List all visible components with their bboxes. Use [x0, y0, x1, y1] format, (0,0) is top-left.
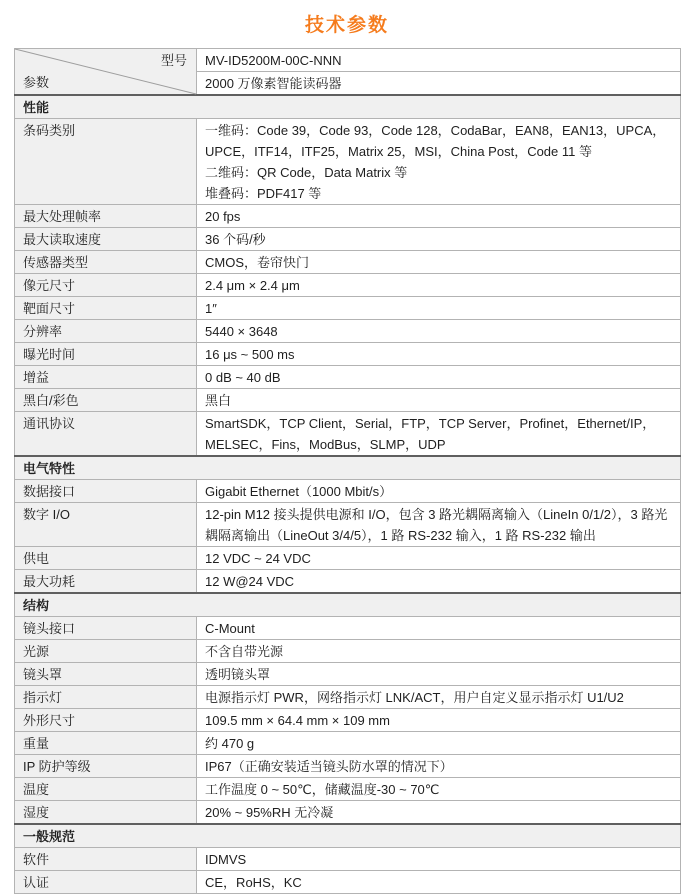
corner-model-label: 型号	[160, 53, 187, 68]
section-header-row	[15, 95, 681, 119]
spec-label: 温度	[15, 778, 197, 801]
section-header-row	[15, 824, 681, 848]
spec-value: 12 VDC ~ 24 VDC	[197, 547, 681, 570]
spec-row	[15, 119, 681, 205]
spec-row	[15, 547, 681, 570]
spec-row	[15, 480, 681, 503]
spec-label: 最大处理帧率	[15, 205, 197, 228]
spec-row	[15, 297, 681, 320]
spec-label: 数字 I/O	[15, 503, 197, 547]
spec-label: 软件	[15, 848, 197, 871]
spec-label: 增益	[15, 366, 197, 389]
spec-row	[15, 778, 681, 801]
param-value: 2000 万像素智能读码器	[197, 72, 681, 96]
spec-row	[15, 274, 681, 297]
spec-row	[15, 503, 681, 547]
spec-label: 靶面尺寸	[15, 297, 197, 320]
datasheet-page	[0, 10, 694, 890]
spec-value-line: 二维码：QR Code，Data Matrix 等	[205, 164, 408, 180]
spec-value: 16 μs ~ 500 ms	[197, 343, 681, 366]
spec-value: 20% ~ 95%RH 无冷凝	[197, 801, 681, 825]
corner-cell	[15, 49, 197, 96]
section-title: 电气特性	[15, 456, 681, 480]
spec-value: 黑白	[197, 389, 681, 412]
spec-value: 不含自带光源	[197, 640, 681, 663]
spec-row	[15, 205, 681, 228]
page-title: 技术参数	[304, 15, 389, 36]
spec-label: 通讯协议	[15, 412, 197, 457]
spec-label: 最大功耗	[15, 570, 197, 594]
spec-label: 最大读取速度	[15, 228, 197, 251]
spec-value: 电源指示灯 PWR，网络指示灯 LNK/ACT，用户自定义显示指示灯 U1/U2	[197, 686, 681, 709]
spec-row	[15, 251, 681, 274]
spec-label: 分辨率	[15, 320, 197, 343]
spec-table-body	[15, 49, 681, 894]
spec-value: C-Mount	[197, 617, 681, 640]
spec-value: 工作温度 0 ~ 50℃，储藏温度-30 ~ 70℃	[197, 778, 681, 801]
section-header-row	[15, 593, 681, 617]
spec-value: CMOS，卷帘快门	[197, 251, 681, 274]
spec-row	[15, 412, 681, 457]
spec-label: 镜头罩	[15, 663, 197, 686]
spec-label: 条码类别	[15, 119, 197, 205]
spec-label: 供电	[15, 547, 197, 570]
model-row	[15, 49, 681, 72]
spec-value: 约 470 g	[197, 732, 681, 755]
spec-label: 湿度	[15, 801, 197, 825]
spec-label: 数据接口	[15, 480, 197, 503]
spec-value-line: 堆叠码：PDF417 等	[205, 185, 322, 201]
spec-row	[15, 871, 681, 894]
spec-value: IDMVS	[197, 848, 681, 871]
section-title: 一般规范	[15, 824, 681, 848]
section-title: 性能	[15, 95, 681, 119]
spec-value: 5440 × 3648	[197, 320, 681, 343]
spec-row	[15, 343, 681, 366]
spec-label: 重量	[15, 732, 197, 755]
spec-row	[15, 617, 681, 640]
corner-param-label: 参数	[23, 75, 50, 90]
spec-value: Gigabit Ethernet（1000 Mbit/s）	[197, 480, 681, 503]
spec-value: 0 dB ~ 40 dB	[197, 366, 681, 389]
spec-label: IP 防护等级	[15, 755, 197, 778]
spec-row	[15, 640, 681, 663]
spec-row	[15, 801, 681, 825]
spec-row	[15, 228, 681, 251]
spec-label: 曝光时间	[15, 343, 197, 366]
spec-row	[15, 366, 681, 389]
spec-value-line: 一维码：Code 39，Code 93，Code 128，CodaBar，EAN8，EAN13，UPCA，UPCE，ITF14，ITF25，Matrix 25，MSI，China Post，Code 11 等	[205, 122, 666, 159]
spec-label: 光源	[15, 640, 197, 663]
spec-row	[15, 389, 681, 412]
spec-row	[15, 570, 681, 594]
spec-table	[14, 48, 681, 894]
spec-row	[15, 848, 681, 871]
spec-label: 传感器类型	[15, 251, 197, 274]
spec-value: 12-pin M12 接头提供电源和 I/O，包含 3 路光耦隔离输入（LineIn 0/1/2），3 路光耦隔离输出（LineOut 3/4/5），1 路 RS-232 输入，1 路 RS-232 输出	[197, 503, 681, 547]
spec-value: CE，RoHS，KC	[197, 871, 681, 894]
spec-row	[15, 663, 681, 686]
spec-value: SmartSDK，TCP Client，Serial，FTP，TCP Server，Profinet，Ethernet/IP，MELSEC，Fins，ModBus，SLMP，UDP	[197, 412, 681, 457]
spec-label: 外形尺寸	[15, 709, 197, 732]
spec-row	[15, 686, 681, 709]
spec-value: 109.5 mm × 64.4 mm × 109 mm	[197, 709, 681, 732]
spec-row	[15, 755, 681, 778]
spec-label: 认证	[15, 871, 197, 894]
section-header-row	[15, 456, 681, 480]
spec-row	[15, 320, 681, 343]
spec-value: IP67（正确安装适当镜头防水罩的情况下）	[197, 755, 681, 778]
spec-label: 像元尺寸	[15, 274, 197, 297]
spec-value: 1″	[197, 297, 681, 320]
spec-value: 透明镜头罩	[197, 663, 681, 686]
spec-value: 12 W@24 VDC	[197, 570, 681, 594]
spec-value: 2.4 μm × 2.4 μm	[197, 274, 681, 297]
spec-value	[197, 119, 681, 205]
spec-label: 指示灯	[15, 686, 197, 709]
spec-row	[15, 732, 681, 755]
spec-label: 镜头接口	[15, 617, 197, 640]
model-value: MV-ID5200M-00C-NNN	[197, 49, 681, 72]
section-title: 结构	[15, 593, 681, 617]
spec-value: 36 个码/秒	[197, 228, 681, 251]
spec-value: 20 fps	[197, 205, 681, 228]
spec-row	[15, 709, 681, 732]
spec-label: 黑白/彩色	[15, 389, 197, 412]
